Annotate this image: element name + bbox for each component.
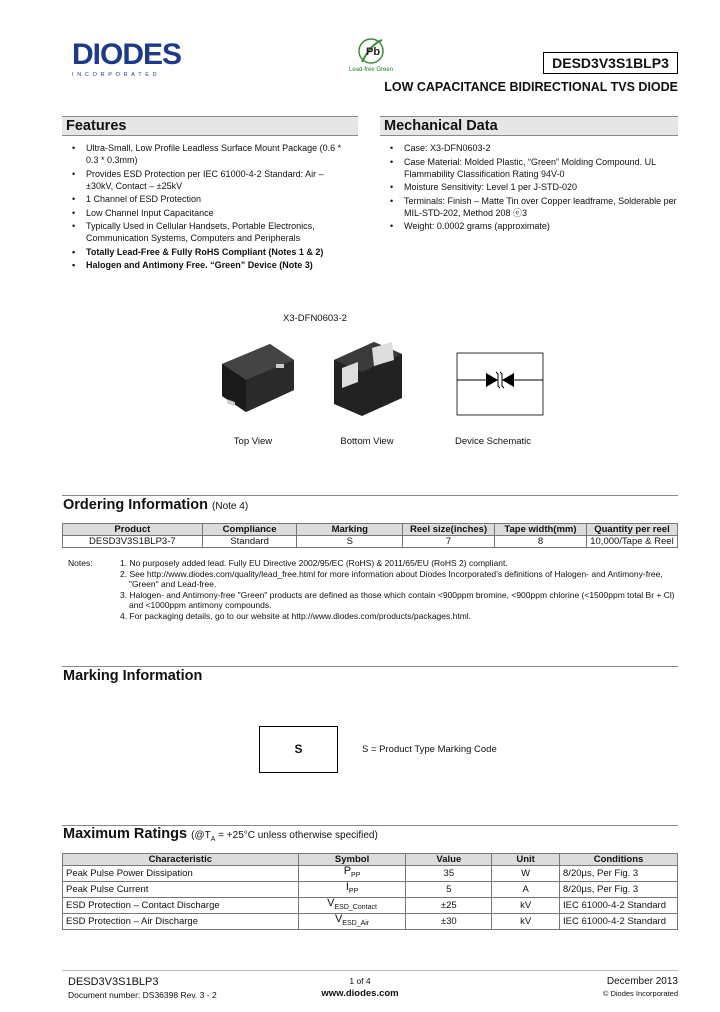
rating-unit: W — [492, 866, 560, 882]
ratings-condition-note: ($@T_A = +25^\circ C$ unless otherwise specified) — [191, 830, 378, 843]
ratings-column-header: Conditions — [560, 854, 678, 866]
feature-item: • 1 Channel of ESD Protection — [68, 193, 350, 205]
mechanical-item: • Terminals: Finish – Matte Tin over Copper leadframe, Solderable per MIL-STD-202, Method 208 ⓔ3 — [386, 195, 678, 219]
mechanical-item: • Case Material: Molded Plastic, “Green” Molding Compound. UL Flammability Classification Rating 94V-0 — [386, 156, 678, 180]
ordering-table — [62, 523, 678, 548]
package-title: X3-DFN0603-2 — [283, 313, 347, 324]
diodes-logo — [72, 40, 206, 80]
footer-document-number: Document number: DS36398 Rev. 3 - 2 — [68, 990, 217, 1000]
rating-conditions: IEC 61000-4-2 Standard — [560, 913, 678, 929]
table-row — [63, 881, 678, 897]
schematic-caption: Device Schematic — [454, 436, 532, 447]
symbol-subscript: ESD_Contact — [334, 903, 377, 911]
table-row — [63, 866, 678, 882]
mechanical-item: • Weight: 0.0002 grams (approximate) — [386, 220, 678, 232]
symbol-main: V — [327, 896, 335, 909]
rating-characteristic: ESD Protection – Contact Discharge — [63, 897, 299, 913]
ordering-cell: DESD3V3S1BLP3-7 — [63, 536, 203, 548]
footer-website-link[interactable]: www.diodes.com — [321, 988, 399, 999]
symbol-main: I — [345, 880, 349, 893]
ratings-body — [63, 866, 678, 930]
ratings-column-header: Symbol — [298, 854, 406, 866]
ordering-column-header: Quantity per reel — [586, 524, 677, 536]
top-view-caption: Top View — [233, 436, 273, 447]
feature-item: • Ultra-Small, Low Profile Leadless Surface Mount Package (0.6 * 0.3 * 0.3mm) — [68, 142, 350, 166]
marking-rule — [62, 666, 678, 667]
mechanical-list — [386, 142, 678, 234]
table-row — [63, 536, 678, 548]
note-item: 4. For packaging details, go to our website at http://www.diodes.com/products/packages.html. — [120, 610, 472, 621]
rating-conditions: 8/20µs, Per Fig. 3 — [560, 866, 678, 882]
svg-text:Pb: Pb — [366, 46, 381, 58]
ratings-header-row — [63, 854, 678, 866]
ordering-cell: 8 — [495, 536, 587, 548]
marking-code-box: S — [259, 726, 338, 773]
ratings-table — [62, 853, 678, 930]
footer-copyright: © Diodes Incorporated — [602, 989, 678, 998]
feature-item: • Provides ESD Protection per IEC 61000-4-2 Standard: Air – ±30kV, Contact – ±25kV — [68, 168, 350, 192]
bottom-view-drawing — [330, 338, 406, 420]
logo-text: DIODES — [72, 38, 182, 71]
ordering-column-header: Tape width(mm) — [495, 524, 587, 536]
rating-value: ±30 — [406, 913, 492, 929]
notes-label: Notes: — [68, 558, 93, 568]
rating-value: 5 — [406, 881, 492, 897]
features-title: Features — [66, 118, 127, 134]
ordering-header-row — [63, 524, 678, 536]
rating-symbol — [298, 913, 406, 929]
rating-symbol — [298, 881, 406, 897]
table-row — [63, 913, 678, 929]
mechanical-title: Mechanical Data — [384, 118, 498, 134]
pb-free-icon — [356, 36, 386, 66]
device-schematic-drawing — [456, 352, 544, 416]
symbol-main: V — [334, 912, 343, 925]
ordering-cell: S — [297, 536, 403, 548]
notes-list — [120, 558, 678, 621]
marking-heading: Marking Information — [63, 668, 203, 684]
feature-item: • Halogen and Antimony Free. “Green” Device (Note 3) — [68, 259, 350, 271]
footer-page-number: 1 of 4 — [349, 976, 371, 986]
ordering-note-ref: (Note 4) — [212, 501, 249, 512]
rating-unit: A — [492, 881, 560, 897]
ordering-column-header: Compliance — [202, 524, 297, 536]
ordering-column-header: Marking — [297, 524, 403, 536]
mechanical-item: • Case: X3-DFN0603-2 — [386, 142, 678, 154]
feature-item: • Typically Used in Cellular Handsets, Portable Electronics, Communication Systems, Computers and Peripherals — [68, 220, 350, 244]
feature-item: • Low Channel Input Capacitance — [68, 207, 350, 219]
top-view-drawing — [218, 340, 298, 416]
ordering-cell: 10,000/Tape & Reel — [586, 536, 677, 548]
ordering-column-header: Reel size(inches) — [403, 524, 495, 536]
table-row — [63, 897, 678, 913]
rating-value: 35 — [406, 866, 492, 882]
note-item: 2. See http://www.diodes.com/quality/lead_free.html for more information about Diodes Incorporated’s definitions of Halogen- and Antimony-free, "Green" and Lead-free. — [120, 568, 663, 589]
ordering-cell: Standard — [202, 536, 297, 548]
notes-block — [68, 558, 678, 621]
rating-characteristic: ESD Protection – Air Discharge — [63, 913, 299, 929]
ratings-column-header: Value — [406, 854, 492, 866]
mechanical-heading — [380, 116, 678, 136]
ordering-rule — [62, 495, 678, 496]
features-heading — [62, 116, 358, 136]
rating-characteristic: Peak Pulse Current — [63, 881, 299, 897]
ordering-cell: 7 — [403, 536, 495, 548]
ratings-column-header: Unit — [492, 854, 560, 866]
rating-symbol — [298, 866, 406, 882]
symbol-main: P — [343, 865, 352, 877]
symbol-subscript: PP — [348, 887, 359, 895]
marking-description: S = Product Type Marking Code — [362, 744, 497, 755]
product-subtitle: LOW CAPACITANCE BIDIRECTIONAL TVS DIODE — [384, 80, 678, 94]
ratings-heading — [63, 826, 378, 843]
rating-symbol — [298, 897, 406, 913]
rating-characteristic: Peak Pulse Power Dissipation — [63, 866, 299, 882]
ordering-column-header: Product — [63, 524, 203, 536]
bottom-view-caption: Bottom View — [340, 436, 394, 447]
rating-conditions: 8/20µs, Per Fig. 3 — [560, 881, 678, 897]
ordering-title: Ordering Information — [63, 497, 208, 513]
symbol-subscript: ESD_Air — [342, 919, 370, 927]
logo-subtext: INCORPORATED — [72, 72, 161, 78]
ratings-column-header: Characteristic — [63, 854, 299, 866]
rating-conditions: IEC 61000-4-2 Standard — [560, 897, 678, 913]
rating-unit: kV — [492, 897, 560, 913]
rating-unit: kV — [492, 913, 560, 929]
symbol-subscript: PP — [351, 871, 361, 879]
footer-part-number: DESD3V3S1BLP3 — [68, 976, 159, 988]
rating-value: ±25 — [406, 897, 492, 913]
lead-free-badge — [342, 36, 400, 73]
lead-free-label: Lead-free Green — [348, 67, 394, 73]
ratings-title: Maximum Ratings — [63, 826, 188, 842]
part-number: DESD3V3S1BLP3 — [543, 52, 678, 74]
ordering-heading — [63, 497, 248, 513]
note-item: 3. Halogen- and Antimony-free "Green" products are defined as those which contain <900ppm bromine, <900ppm chlorine (<1500ppm total Br + Cl) and <1000ppm antimony compounds. — [120, 589, 675, 610]
feature-item: • Totally Lead-Free & Fully RoHS Compliant (Notes 1 & 2) — [68, 246, 350, 258]
footer-rule — [62, 970, 678, 971]
features-list — [68, 142, 350, 273]
note-item: 1. No purposely added lead. Fully EU Directive 2002/95/EC (RoHS) & 2011/65/EU (RoHS 2) compliant. — [120, 558, 508, 568]
mechanical-item: • Moisture Sensitivity: Level 1 per J-STD-020 — [386, 181, 678, 193]
footer-date: December 2013 — [606, 976, 678, 987]
